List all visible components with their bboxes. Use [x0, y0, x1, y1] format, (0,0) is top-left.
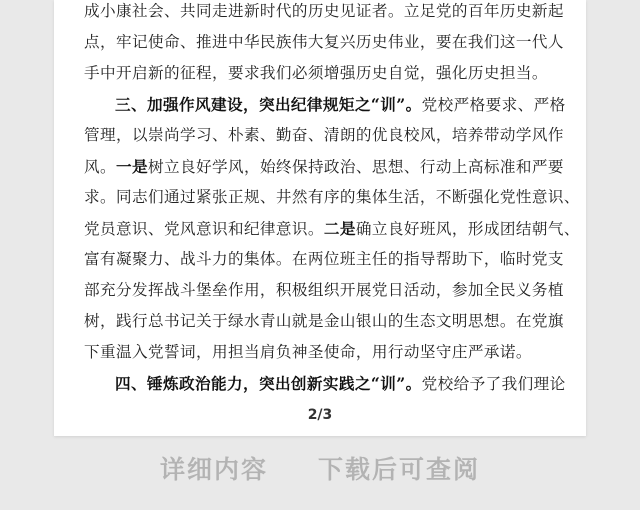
- download-to-view-label: 下载后可查阅: [318, 455, 481, 484]
- text-line-7: 求。同志们通过紧张正规、井然有序的集体生活，不断强化党性意识、: [84, 188, 580, 206]
- section-heading-3: 三、加强作风建设，突出纪律规矩之“训”。党校严格要求、严格: [115, 95, 566, 114]
- download-banner: [0, 450, 640, 490]
- document-page: [54, 0, 586, 436]
- inline-bold-yi: 一是: [116, 157, 148, 176]
- inline-bold-er: 二是: [323, 219, 356, 238]
- text-line-8: 党员意识、党风意识和纪律意识。二是确立良好班风，形成团结朝气、: [84, 219, 580, 238]
- text-line-10: 部充分发挥战斗堡垒作用，积极组织开展党日活动，参加全民义务植: [84, 281, 564, 299]
- text-line-3: 手中开启新的征程，要求我们必须增强历史自觉，强化历史担当。: [84, 64, 548, 82]
- text-line-12: 下重温入党誓词，用担当肩负神圣使命，用行动坚守庄严承诺。: [84, 343, 532, 361]
- text-line-6: 风。一是树立良好学风，始终保持政治、思想、行动上高标准和严要: [84, 157, 564, 176]
- text-line-9: 富有凝聚力、战斗力的集体。在两位班主任的指导帮助下，临时党支: [84, 250, 564, 268]
- detail-content-label: 详细内容: [160, 455, 269, 484]
- text-line-1: 成小康社会、共同走进新时代的历史见证者。立足党的百年历史新起: [84, 2, 564, 20]
- heading-bold-3: 三、加强作风建设，突出纪律规矩之“训”。: [115, 95, 422, 114]
- document-body: [84, 0, 580, 399]
- text-line-11: 树，践行总书记关于绿水青山就是金山银山的生态文明思想。在党旗: [84, 312, 564, 330]
- text-line-2: 点，牢记使命、推进中华民族伟大复兴历史伟业，要在我们这一代人: [84, 33, 564, 51]
- text-line-5: 管理，以崇尚学习、朴素、勤奋、清朗的优良校风，培养带动学风作: [84, 126, 564, 144]
- section-heading-4: 四、锤炼政治能力，突出创新实践之“训”。党校给予了我们理论: [115, 374, 566, 393]
- heading-bold-4: 四、锤炼政治能力，突出创新实践之“训”。: [115, 374, 422, 393]
- page-number: 2/3: [307, 407, 333, 423]
